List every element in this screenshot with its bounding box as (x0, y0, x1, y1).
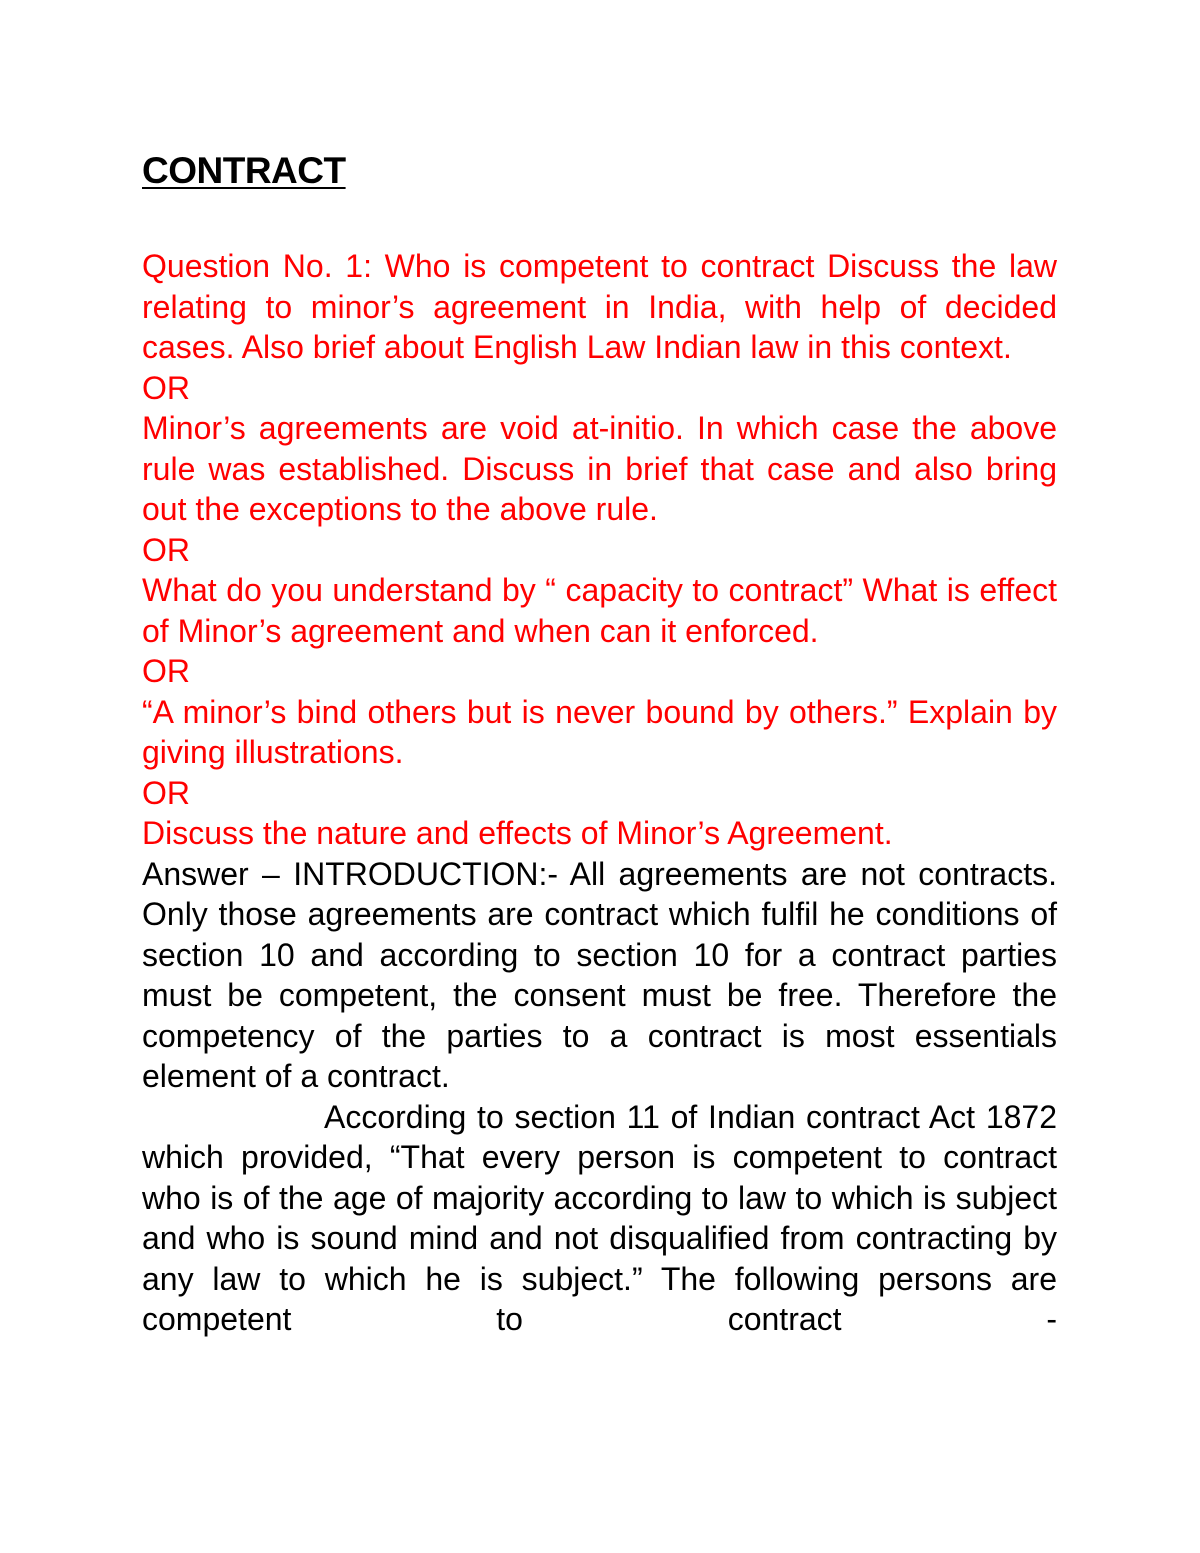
question-paragraph-4: “A minor’s bind others but is never bound by others.” Explain by giving illustrations. (142, 693, 1057, 770)
or-separator-2: OR (142, 531, 190, 568)
answer-paragraph-1: Answer – INTRODUCTION:- All agreements are not contracts. Only those agreements are contract which fulfil he conditions of section 10 and according to section 10 for a contract parties must be competent, the consent must be free. Therefore the competency of the parties to a contract is most essentials element of a contract. (142, 855, 1057, 1094)
answer-paragraph-2: According to section 11 of Indian contract Act 1872 which provided, “That every person is competent to contract who is of the age of majority according to law to which is subject and who is sound mind and not disqualified from contracting by any law to which he is subject.” The following persons are competent to contract - (142, 1098, 1057, 1337)
question-paragraph-2: Minor’s agreements are void at-initio. In which case the above rule was established. Discuss in brief that case and also bring out the exceptions to the above rule. (142, 410, 1057, 527)
question-paragraph-5: Discuss the nature and effects of Minor’s Agreement. (142, 815, 893, 851)
or-separator-1: OR (142, 369, 190, 406)
question-paragraph-1: Question No. 1: Who is competent to contract Discuss the law relating to minor’s agreement in India, with help of decided cases. Also brief about English Law Indian law in this context. (142, 248, 1057, 365)
or-separator-4: OR (142, 774, 190, 811)
document-body (142, 246, 1057, 1340)
document-title: CONTRACT (142, 150, 346, 191)
or-separator-3: OR (142, 653, 190, 689)
question-paragraph-3: What do you understand by “ capacity to contract” What is effect of Minor’s agreement and when can it enforced. (142, 572, 1057, 649)
